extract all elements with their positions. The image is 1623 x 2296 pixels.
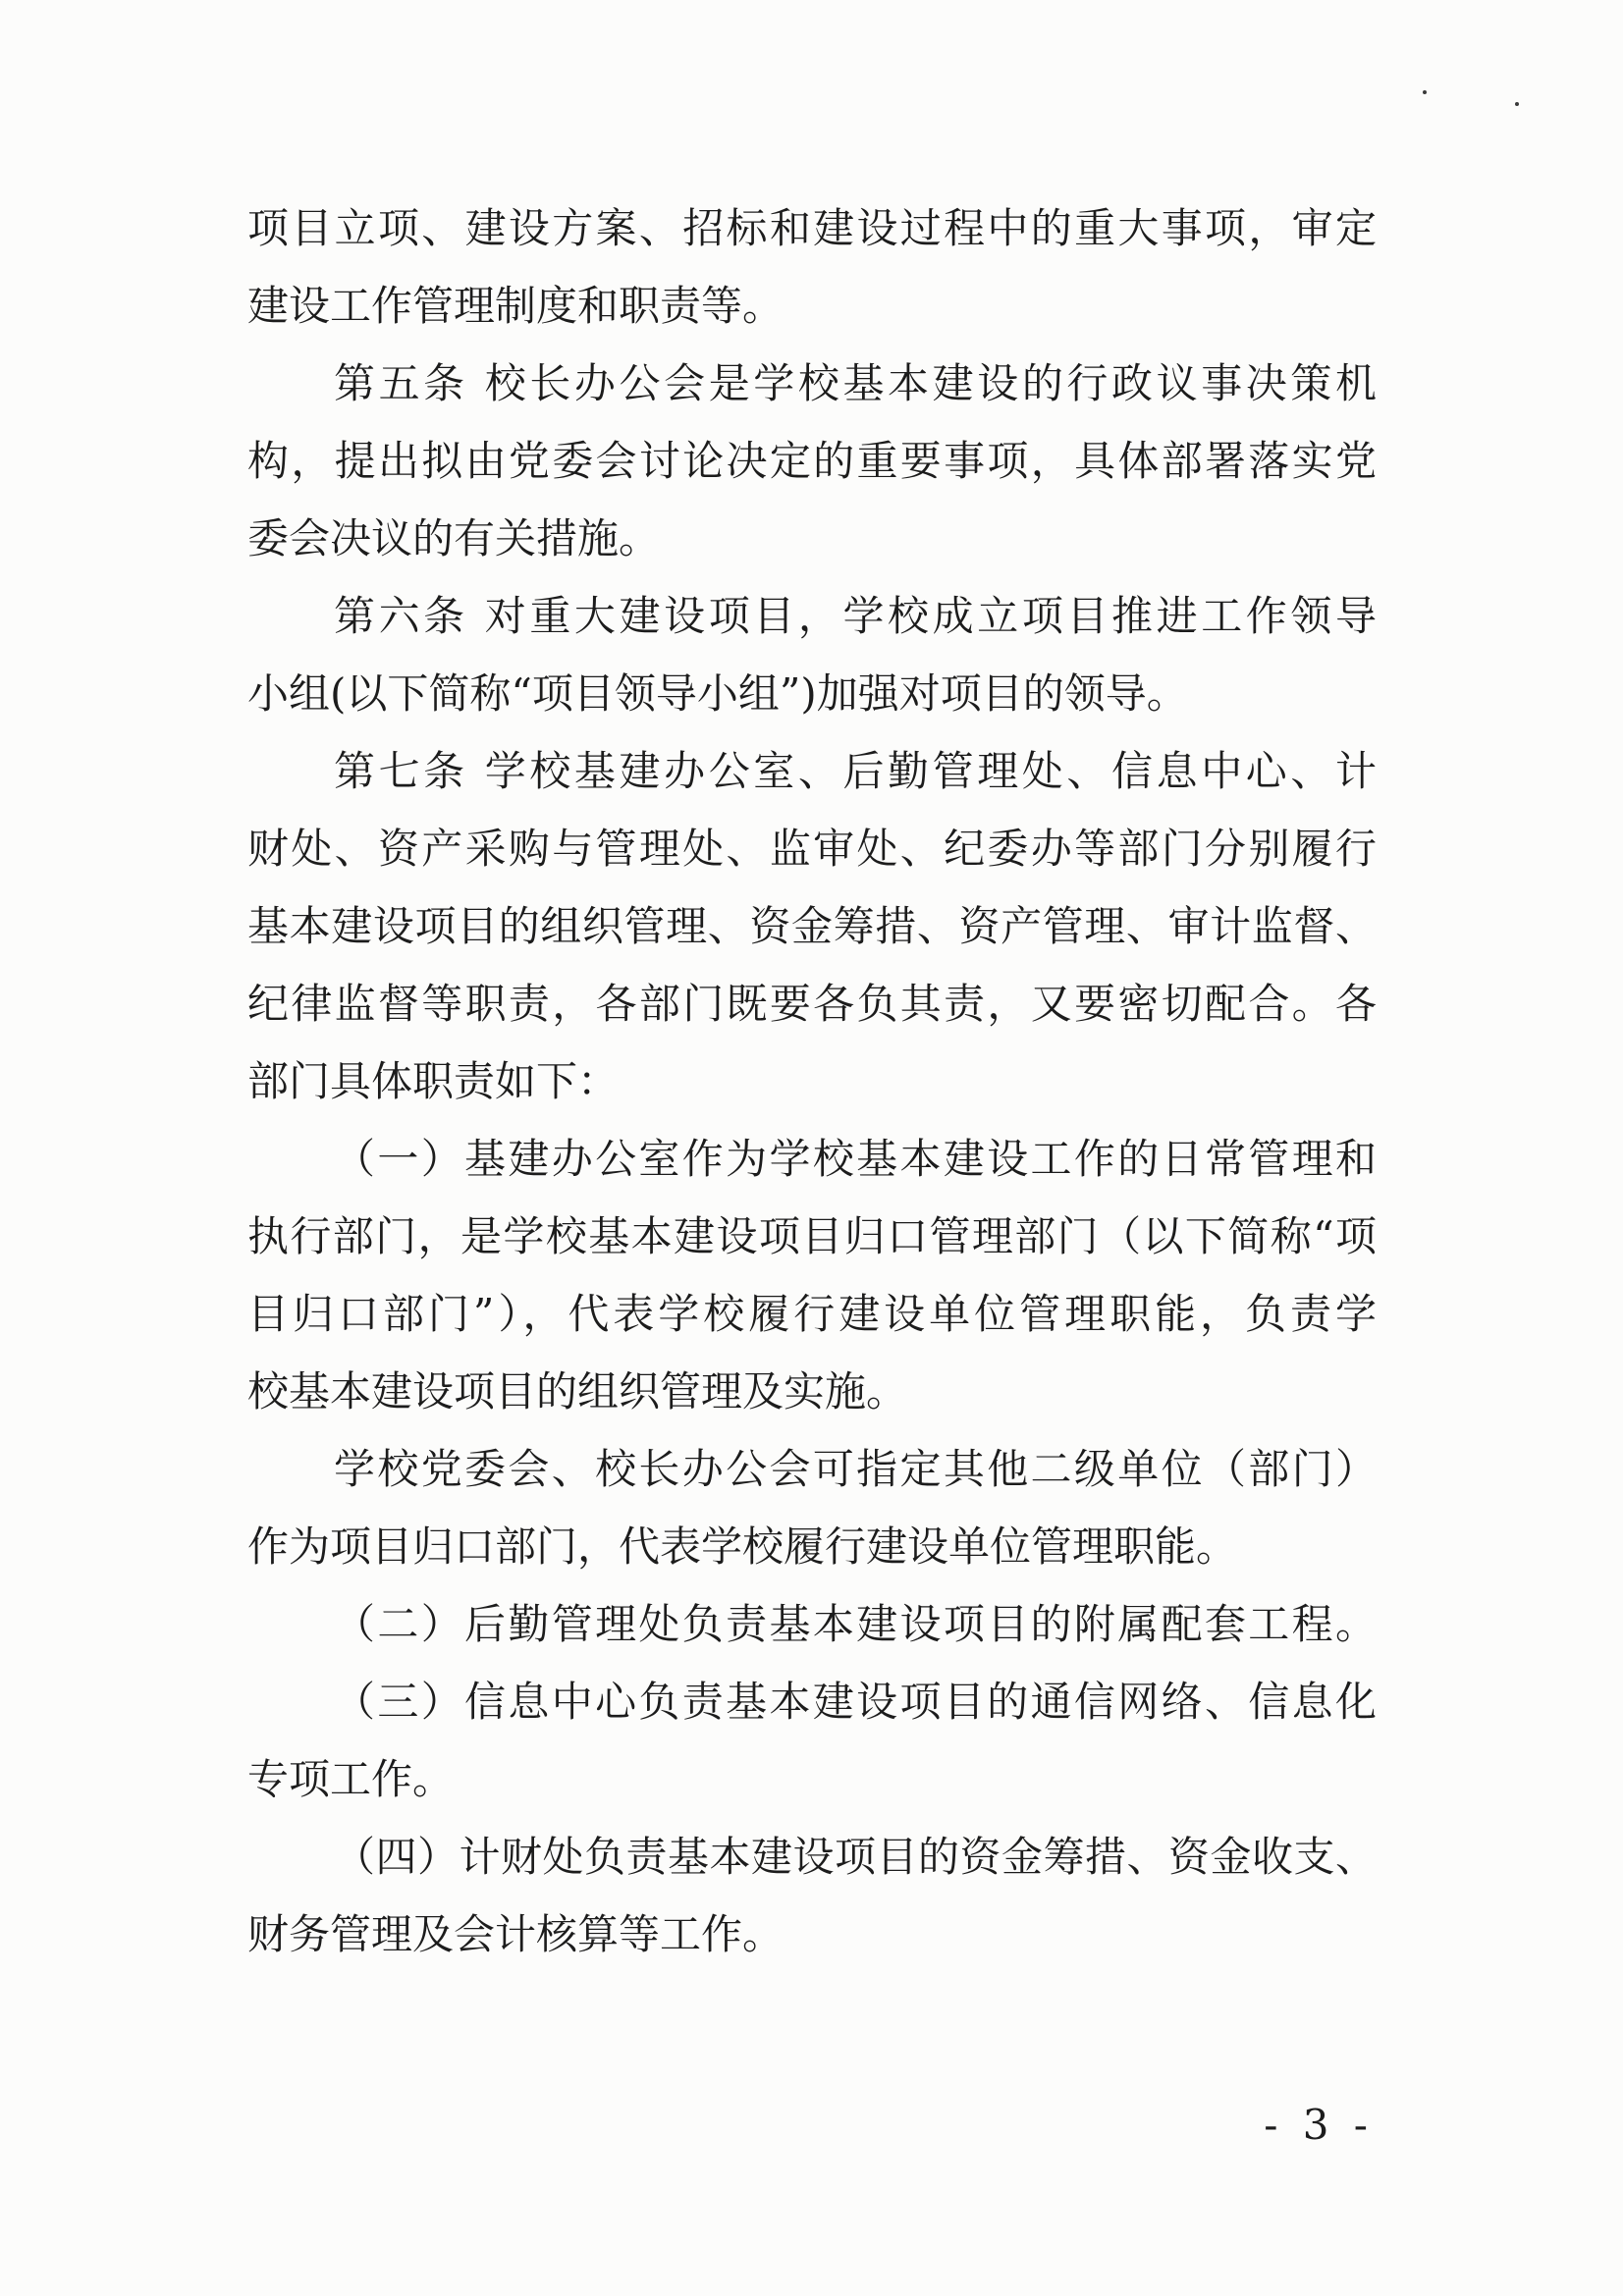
article-7-line: 财处、资产采购与管理处、监审处、纪委办等部门分别履行: [247, 825, 1377, 873]
page-number: - 3 -: [1264, 2101, 1374, 2149]
document-body: [247, 189, 1377, 1973]
clause-1-line: 目归口部门”），代表学校履行建设单位管理职能，负责学: [247, 1290, 1377, 1338]
clause-1-line: 执行部门，是学校基本建设项目归口管理部门（以下简称“项: [247, 1212, 1377, 1260]
article-6-line: 小组(以下简称“项目领导小组”)加强对项目的领导。: [247, 669, 1188, 718]
article-5-line: 构，提出拟由党委会讨论决定的重要事项，具体部署落实党: [247, 437, 1377, 485]
article-5-line: 第五条 校长办公会是学校基本建设的行政议事决策机: [334, 359, 1377, 407]
clause-4-line: （四）计财处负责基本建设项目的资金筹措、资金收支、: [334, 1833, 1377, 1881]
clause-4-line: 财务管理及会计核算等工作。: [247, 1910, 784, 1958]
text-line: 建设工作管理制度和职责等。: [247, 282, 784, 330]
article-6-line: 第六条 对重大建设项目，学校成立项目推进工作领导: [334, 592, 1377, 640]
scan-speck: [1515, 102, 1519, 106]
clause-1-supplement-line: 作为项目归口部门，代表学校履行建设单位管理职能。: [247, 1522, 1238, 1571]
article-7-line: 纪律监督等职责，各部门既要各负其责，又要密切配合。各: [247, 980, 1377, 1028]
clause-2-line: （二）后勤管理处负责基本建设项目的附属配套工程。: [334, 1600, 1377, 1648]
article-7-line: 基本建设项目的组织管理、资金筹措、资产管理、审计监督、: [247, 902, 1377, 950]
text-line: 项目立项、建设方案、招标和建设过程中的重大事项，审定: [247, 204, 1377, 252]
article-7-line: 第七条 学校基建办公室、后勤管理处、信息中心、计: [334, 747, 1377, 795]
article-5-line: 委会决议的有关措施。: [247, 514, 661, 562]
clause-1-line: 校基本建设项目的组织管理及实施。: [247, 1367, 908, 1415]
scan-speck: [1423, 90, 1427, 94]
clause-1-supplement-line: 学校党委会、校长办公会可指定其他二级单位（部门）: [334, 1445, 1377, 1493]
article-7-line: 部门具体职责如下：: [247, 1057, 620, 1105]
clause-3-line: （三）信息中心负责基本建设项目的通信网络、信息化: [334, 1678, 1377, 1726]
clause-3-line: 专项工作。: [247, 1755, 455, 1803]
clause-1-line: （一）基建办公室作为学校基本建设工作的日常管理和: [334, 1135, 1377, 1183]
